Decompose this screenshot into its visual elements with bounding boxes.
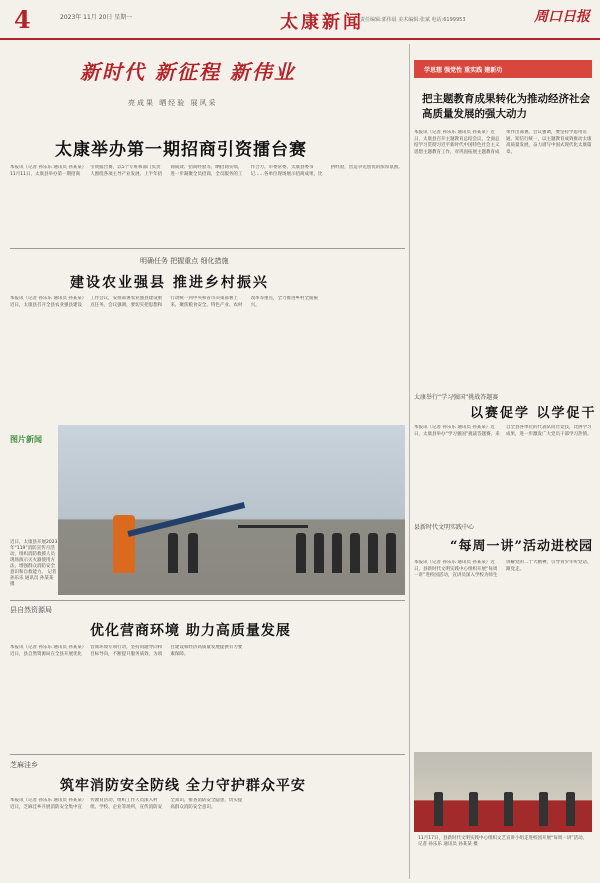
editors-line: 责任编辑:郭伟晨 美术编辑:张斌 电话:6199953 [360,17,466,23]
kicker-civilization-center: 县新时代文明实践中心 [414,524,475,531]
headline-investment-contest: 太康举办第一期招商引资擂台赛 [55,140,307,160]
story-quiz-body: 本报讯（记者 孙乐乐 通讯员 孙某某）近日，太康县举办“学习强国”挑战答题赛，来自全县各单位的代表队同台竞技，比拼学习成果，进一步激发广大党员干部学习热情。 [414,425,592,437]
person-figure [434,792,443,826]
headline-quiz: 以赛促学 以学促干 [470,406,597,421]
kicker-xuexi: 太康举行“学习强国”挑战答题赛 [414,394,499,401]
onlooker-figure [386,533,396,573]
onlooker-figure [368,533,378,573]
story-lecture-body: 本报讯（记者 孙乐乐 通讯员 孙某某）近日，县新时代文明实践中心组织开展“每周一讲”进校园活动，宣讲员深入学校为师生讲解党的二十大精神，引导青少年听党话、跟党走。 [414,560,592,578]
lecture-photo [414,752,592,832]
story-theme-body: 本报讯（记者 孙乐乐 通讯员 孙某某）近日，太康县召开主题教育总结会议，全面总结学习贯彻习近平新时代中国特色社会主义思想主题教育工作，对巩固拓展主题教育成果作出部署。会议强调，要坚持学思用贯通、知信行统一，以主题教育成效推动太康高质量发展，奋力谱写中国式现代化太康篇章。 [414,130,592,155]
story-agriculture-body: 本报讯（记者 孙乐乐 通讯员 孙某某）近日，太康县召开全县农业强县建设工作会议，安排部署农业强县建设重点任务。会议强调，要切实把思想和行动统一到中央和省市决策部署上来，聚焦粮食安全、特色产业、农村改革等重点，全力推进乡村全面振兴。 [10,296,319,308]
fire-drill-photo [58,425,405,595]
divider [10,600,405,601]
feature-banner [10,50,405,112]
divider [10,248,405,249]
headline-fire-safety: 筑牢消防安全防线 全力守护群众平安 [60,778,306,794]
onlooker-figure [168,533,178,573]
headline-weekly-lecture: “每周一讲”活动进校园 [450,539,593,554]
lecture-photo-caption: 11月17日，县新时代文明实践中心组织文艺宣讲小组走进校园开展“每周一讲”活动。 记者 孙乐乐 通讯员 孙某某 摄 [418,836,588,847]
kicker-zhimawa: 芝麻洼乡 [10,761,38,769]
firefighter-figure [113,515,135,573]
person-figure [539,792,548,826]
onlooker-figure [188,533,198,573]
photo-news-badge: 图片新闻 [10,435,42,444]
issue-date: 2023年 11月 20日 星期一 [60,14,133,21]
story-investment-body: 本报讯（记者 孙乐乐 通讯员 孙某某）11月11日，太康县举办第一期招商引资擂台赛，以5个专班和部门负责人围绕各项主导产业发展、上半年招商成效、招商经验等，晒招商实绩，进一步凝聚全员招商、全员服务的工作合力。市委常委、太康县委书记……各单位现场展示招商成果，比拼经验，营造争先创优的浓厚氛围。 [10,165,403,177]
onlooker-figure [350,533,360,573]
headline-business-environment: 优化营商环境 助力高质量发展 [90,623,291,639]
onlooker-figure [296,533,306,573]
divider [10,754,405,755]
onlooker-figure [314,533,324,573]
story-business-body: 本报讯（记者 孙乐乐 通讯员 孙某某）近日，县自然资源局在全县开展优化营商环境专项行动，坚持问题导向和目标导向，不断提升服务质效，为项目建设和经济高质量发展提供有力要素保障。 [10,645,243,657]
banner-title: 新时代 新征程 新伟业 [80,60,296,84]
paper-logo: 周口日报 [534,9,590,25]
headline-agriculture: 建设农业强县 推进乡村振兴 [70,275,269,291]
person-figure [469,792,478,826]
column-divider [409,44,410,879]
masthead [0,0,600,40]
page-number: 4 [14,5,31,34]
kicker-agriculture: 明确任务 把握重点 细化措施 [140,257,229,265]
theme-banner: 学思想 强党性 重实践 建新功 [414,60,592,78]
person-figure [566,792,575,826]
onlooker-figure [332,533,342,573]
section-title: 太康新闻 [280,12,364,33]
person-figure [504,792,513,826]
banner-subtitle: 亮成果 晒经验 展风采 [128,99,218,107]
headline-theme-education: 把主题教育成果转化为推动经济社会高质量发展的强大动力 [422,93,590,120]
photo-caption: 近日，太康县开展2023年“119”消防宣传月活动，组织消防救援人员现场演示灭火器使用方法，增强群众消防安全意识和自救能力。 记者 孙乐乐 通讯员 孙某某 摄 [10,540,58,587]
extinguisher-hose [127,502,245,537]
story-fire-safety-body: 本报讯（记者 孙乐乐 通讯员 孙某某）近日，芝麻洼乡开展消防安全集中宣传教育活动，组织工作人员深入村组、学校、企业等场所，宣传消防安全知识，排查消防安全隐患，切实提高群众消防安全意识。 [10,798,243,810]
kicker-natural-resources: 县自然资源局 [10,606,52,614]
